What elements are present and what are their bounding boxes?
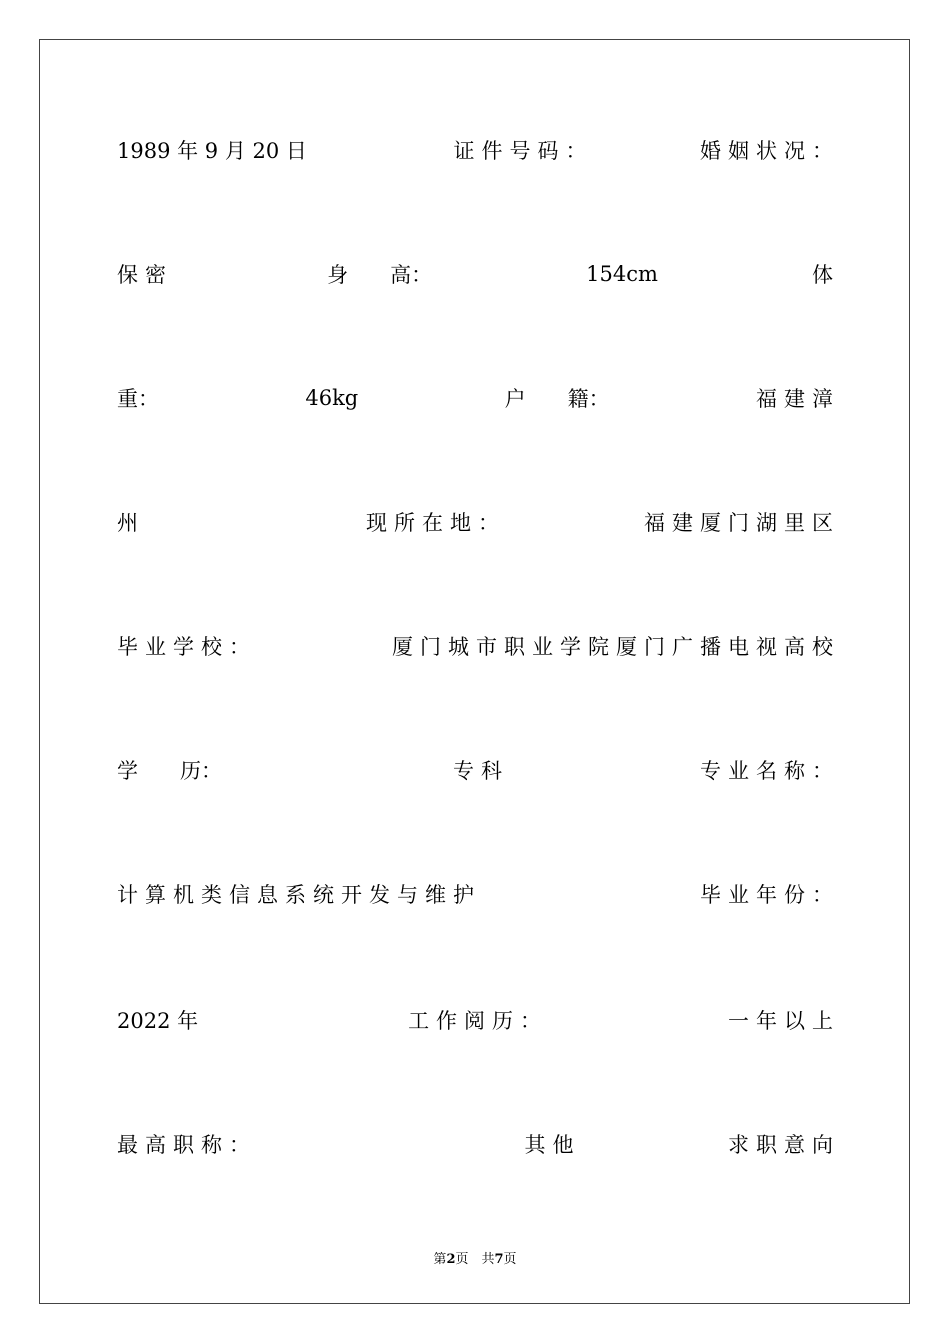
marital-status-value: 保密 <box>117 263 173 287</box>
footer-total-pages: 7 <box>494 1252 504 1267</box>
marital-status-label: 婚姻状况： <box>700 139 840 163</box>
graduation-school-value: 厦门城市职业学院厦门广播电视高校 <box>392 635 840 659</box>
footer-current-page: 2 <box>446 1252 456 1267</box>
footer-middle: 页 共 <box>455 1252 495 1267</box>
major-label: 专业名称： <box>700 759 840 783</box>
highest-title-label: 最高职称： <box>117 1133 257 1157</box>
current-location-value: 福建厦门湖里区 <box>644 511 840 535</box>
line-education-major <box>117 755 840 785</box>
education-value: 专科 <box>453 759 509 783</box>
graduation-year-label: 毕业年份： <box>700 883 840 907</box>
footer-suffix: 页 <box>503 1252 517 1267</box>
line-major-graduation-year <box>117 879 840 909</box>
line-graduation-school <box>117 631 840 661</box>
birth-date-value: 1989 年 9 月 20 日 <box>117 139 307 163</box>
graduation-year-value: 2022 年 <box>117 1009 199 1033</box>
work-experience-label: 工作阅历： <box>408 1009 549 1033</box>
major-value: 计算机类信息系统开发与维护 <box>117 883 481 907</box>
weight-label-part1: 体 <box>812 263 833 287</box>
height-value: 154cm <box>586 262 658 286</box>
household-value-part2: 州 <box>117 511 138 535</box>
page-frame <box>39 39 910 1304</box>
weight-label-part2: 重： <box>117 387 159 411</box>
line-year-experience <box>117 1005 840 1035</box>
line-marital-height <box>117 259 833 289</box>
household-value-part1: 福建漳 <box>755 387 840 411</box>
household-label: 户 籍： <box>504 387 610 411</box>
weight-value: 46kg <box>305 386 359 410</box>
line-title-intention <box>117 1129 840 1159</box>
line-current-location <box>117 507 840 537</box>
graduation-school-label: 毕业学校： <box>117 635 257 659</box>
line-weight-household <box>117 383 840 413</box>
job-intention-label: 求职意向 <box>728 1133 840 1157</box>
id-number-label: 证件号码： <box>453 139 594 163</box>
education-label: 学 历： <box>117 759 222 783</box>
height-label: 身 高： <box>327 263 433 287</box>
line-birth-id-marital <box>117 135 840 165</box>
current-location-label: 现所在地： <box>366 511 506 535</box>
page-footer <box>0 1248 950 1267</box>
work-experience-value: 一年以上 <box>728 1009 840 1033</box>
footer-prefix: 第 <box>433 1252 447 1267</box>
highest-title-value: 其他 <box>524 1133 581 1157</box>
